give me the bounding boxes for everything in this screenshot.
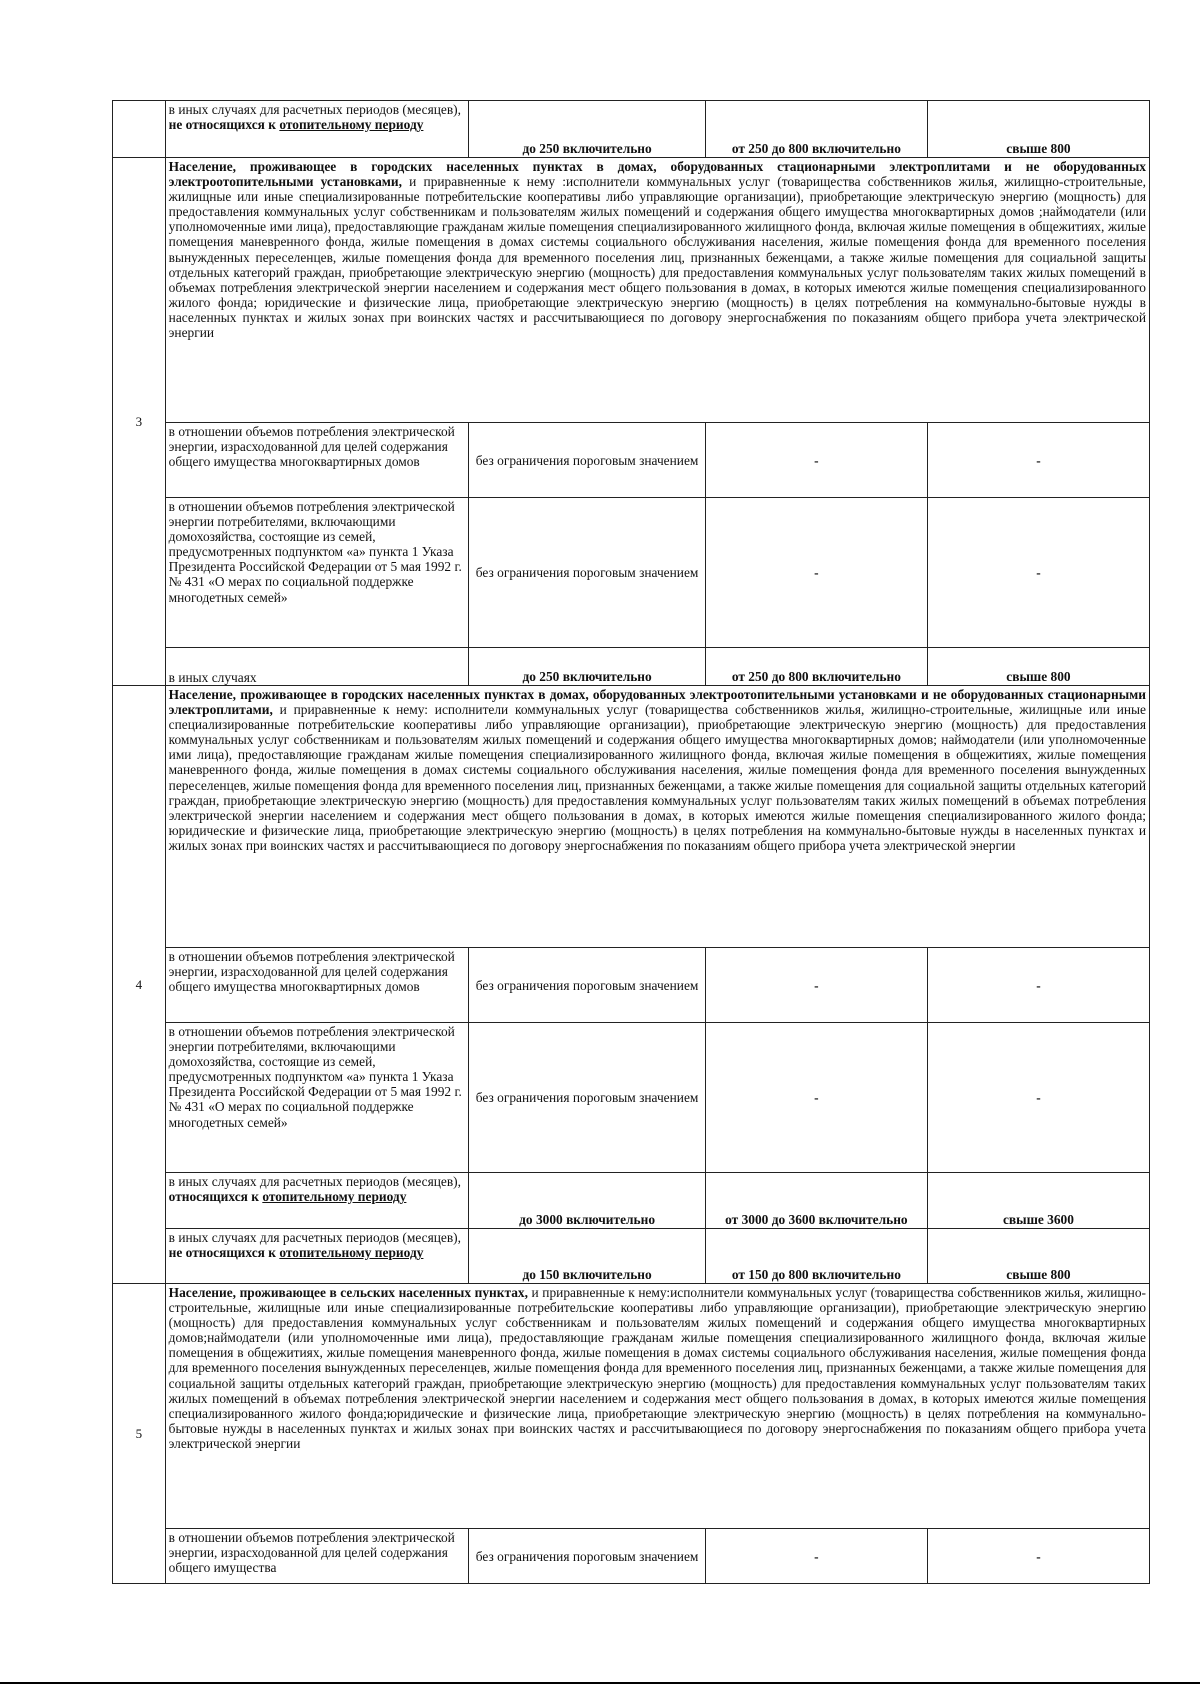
table-row	[113, 948, 1150, 1023]
section-header-row	[113, 686, 1150, 948]
table-row	[113, 101, 1150, 158]
page-bottom-rule	[0, 1682, 1200, 1684]
range-high-cell: свыше 3600	[927, 1173, 1149, 1229]
range-high-cell: -	[927, 1023, 1149, 1173]
range-low-cell: до 3000 включительно	[469, 1173, 706, 1229]
condition-cell: в отношении объемов потребления электрической энергии потребителями, включающими домохозяйства, состоящие из семей, предусмотренных подпунктом «а» пункта 1 Указа Президента Российской Федерации от 5 мая 1992 г. № 431 «О мерах по социальной поддержке многодетных семей»	[165, 1023, 469, 1173]
table-row	[113, 423, 1150, 498]
range-mid-cell: -	[705, 948, 927, 1023]
table-row	[113, 648, 1150, 686]
range-low-cell: до 250 включительно	[469, 101, 706, 158]
range-mid-cell: -	[705, 1529, 927, 1584]
range-high-cell: -	[927, 498, 1149, 648]
condition-cell: в отношении объемов потребления электрической энергии потребителями, включающими домохозяйства, состоящие из семей, предусмотренных подпунктом «а» пункта 1 Указа Президента Российской Федерации от 5 мая 1992 г. № 431 «О мерах по социальной поддержке многодетных семей»	[165, 498, 469, 648]
section-header-row	[113, 158, 1150, 423]
limit-cell: без ограничения пороговым значением	[469, 948, 706, 1023]
limit-cell: без ограничения пороговым значением	[469, 423, 706, 498]
range-mid-cell: -	[705, 423, 927, 498]
limit-cell: без ограничения пороговым значением	[469, 1529, 706, 1584]
condition-cell: в отношении объемов потребления электрической энергии, израсходованной для целей содержания общего имущества многоквартирных домов	[165, 948, 469, 1023]
range-mid-cell: от 3000 до 3600 включительно	[705, 1173, 927, 1229]
table-row	[113, 498, 1150, 648]
range-mid-cell: от 250 до 800 включительно	[705, 648, 927, 686]
condition-cell: в отношении объемов потребления электрической энергии, израсходованной для целей содержания общего имущества	[165, 1529, 469, 1584]
table-row	[113, 1173, 1150, 1229]
condition-cell: в иных случаях	[165, 648, 469, 686]
range-mid-cell: -	[705, 1023, 927, 1173]
range-high-cell: -	[927, 423, 1149, 498]
table-row	[113, 1529, 1150, 1584]
section-description: Население, проживающее в сельских населенных пунктах, и приравненные к нему:исполнители коммунальных услуг (товарищества собственников жилья, жилищно-строительные, жилищные или иные специализированные потребительские кооперативы либо управляющие организации), приобретающие электрическую энергию (мощность) для предоставления коммунальных услуг собственникам и пользователям жилых помещений и содержания общего имущества многоквартирных домов;наймодатели (или уполномоченные ими лица), предоставляющие гражданам жилые помещения специализированного жилищного фонда, включая жилые помещения в общежитиях, жилые помещения маневренного фонда, жилые помещения в домах системы социального обслуживания населения, жилые помещения фонда для временного поселения вынужденных переселенцев, жилые помещения фонда для временного поселения лиц, признанных беженцами, а также жилые помещения для социальной защиты отдельных категорий граждан, приобретающие электрическую энергию (мощность) для предоставления коммунальных услуг пользователям таких жилых помещений в объемах потребления электрической энергии населением и содержания мест общего пользования в домах, в которых имеются жилые помещения специализированного жилого фонда;юридические и физические лица, приобретающие электрическую энергию (мощность) в целях потребления на коммунально-бытовые нужды в населенных пунктах и жилых зонах при воинских частях и рассчитывающиеся по договору энергоснабжения по показаниям общего прибора учета электрической энергии	[165, 1284, 1149, 1529]
row-number-cell	[113, 101, 166, 158]
section-description: Население, проживающее в городских населенных пунктах в домах, оборудованных стационарными электроплитами и не оборудованных электроотопительными установками, и приравненные к нему :исполнители коммунальных услуг (товарищества собственников жилья, жилищно-строительные, жилищные или иные специализированные потребительские кооперативы либо управляющие организации), приобретающие электрическую энергию (мощность) для предоставления коммунальных услуг собственникам и пользователям жилых помещений и содержания общего имущества многоквартирных домов ;наймодатели (или уполномоченные ими лица), предоставляющие гражданам жилые помещения специализированного жилищного фонда, включая жилые помещения в общежитиях, жилые помещения маневренного фонда, жилые помещения в домах системы социального обслуживания населения, жилые помещения фонда для временного поселения вынужденных переселенцев, жилые помещения фонда для временного поселения лиц, признанных беженцами, а также жилые помещения для социальной защиты отдельных категорий граждан, приобретающие электрическую энергию (мощность) для предоставления коммунальных услуг пользователям таких жилых помещений в объемах потребления электрической энергии населением и содержания мест общего пользования в домах, в которых имеются жилые помещения специализированного жилого фонда; юридические и физические лица, приобретающие электрическую энергию (мощность) в целях потребления на коммунально-бытовые нужды в населенных пунктах и жилых зонах при воинских частях и рассчитывающиеся по договору энергоснабжения по показаниям общего прибора учета электрической энергии	[165, 158, 1149, 423]
range-mid-cell: -	[705, 498, 927, 648]
range-low-cell: до 150 включительно	[469, 1229, 706, 1284]
range-high-cell: свыше 800	[927, 648, 1149, 686]
range-mid-cell: от 250 до 800 включительно	[705, 101, 927, 158]
section-header-row	[113, 1284, 1150, 1529]
range-mid-cell: от 150 до 800 включительно	[705, 1229, 927, 1284]
tariff-table	[112, 100, 1150, 1584]
range-high-cell: -	[927, 948, 1149, 1023]
range-high-cell: свыше 800	[927, 101, 1149, 158]
table-row	[113, 1023, 1150, 1173]
row-number: 5	[113, 1284, 166, 1584]
condition-cell: в иных случаях для расчетных периодов (месяцев), не относящихся к отопительному периоду	[165, 101, 469, 158]
limit-cell: без ограничения пороговым значением	[469, 498, 706, 648]
row-number: 3	[113, 158, 166, 686]
condition-cell: в отношении объемов потребления электрической энергии, израсходованной для целей содержания общего имущества многоквартирных домов	[165, 423, 469, 498]
row-number: 4	[113, 686, 166, 1284]
section-description: Население, проживающее в городских населенных пунктах в домах, оборудованных электроотопительными установками и не оборудованных стационарными электроплитами, и приравненные к нему: исполнители коммунальных услуг (товарищества собственников жилья, жилищно-строительные, жилищные или иные специализированные потребительские кооперативы либо управляющие организации), приобретающие электрическую энергию (мощность) для предоставления коммунальных услуг собственникам и пользователям жилых помещений и содержания общего имущества многоквартирных домов; наймодатели (или уполномоченные ими лица), предоставляющие гражданам жилые помещения специализированного жилищного фонда, включая жилые помещения в общежитиях, жилые помещения маневренного фонда, жилые помещения в домах системы социального обслуживания населения, жилые помещения фонда для временного поселения вынужденных переселенцев, жилые помещения фонда для временного поселения лиц, признанных беженцами, а также жилые помещения для социальной защиты отдельных категорий граждан, приобретающие электрическую энергию (мощность) для предоставления коммунальных услуг пользователям таких жилых помещений в объемах потребления электрической энергии населением и содержания мест общего пользования в домах, в которых имеются жилые помещения специализированного жилого фонда; юридические и физические лица, приобретающие электрическую энергию (мощность) в целях потребления на коммунально-бытовые нужды в населенных пунктах и жилых зонах при воинских частях и рассчитывающиеся по договору энергоснабжения по показаниям общего прибора учета электрической энергии	[165, 686, 1149, 948]
condition-cell: в иных случаях для расчетных периодов (месяцев), относящихся к отопительному периоду	[165, 1173, 469, 1229]
range-high-cell: свыше 800	[927, 1229, 1149, 1284]
table-row	[113, 1229, 1150, 1284]
condition-cell: в иных случаях для расчетных периодов (месяцев), не относящихся к отопительному периоду	[165, 1229, 469, 1284]
limit-cell: без ограничения пороговым значением	[469, 1023, 706, 1173]
range-low-cell: до 250 включительно	[469, 648, 706, 686]
range-high-cell: -	[927, 1529, 1149, 1584]
